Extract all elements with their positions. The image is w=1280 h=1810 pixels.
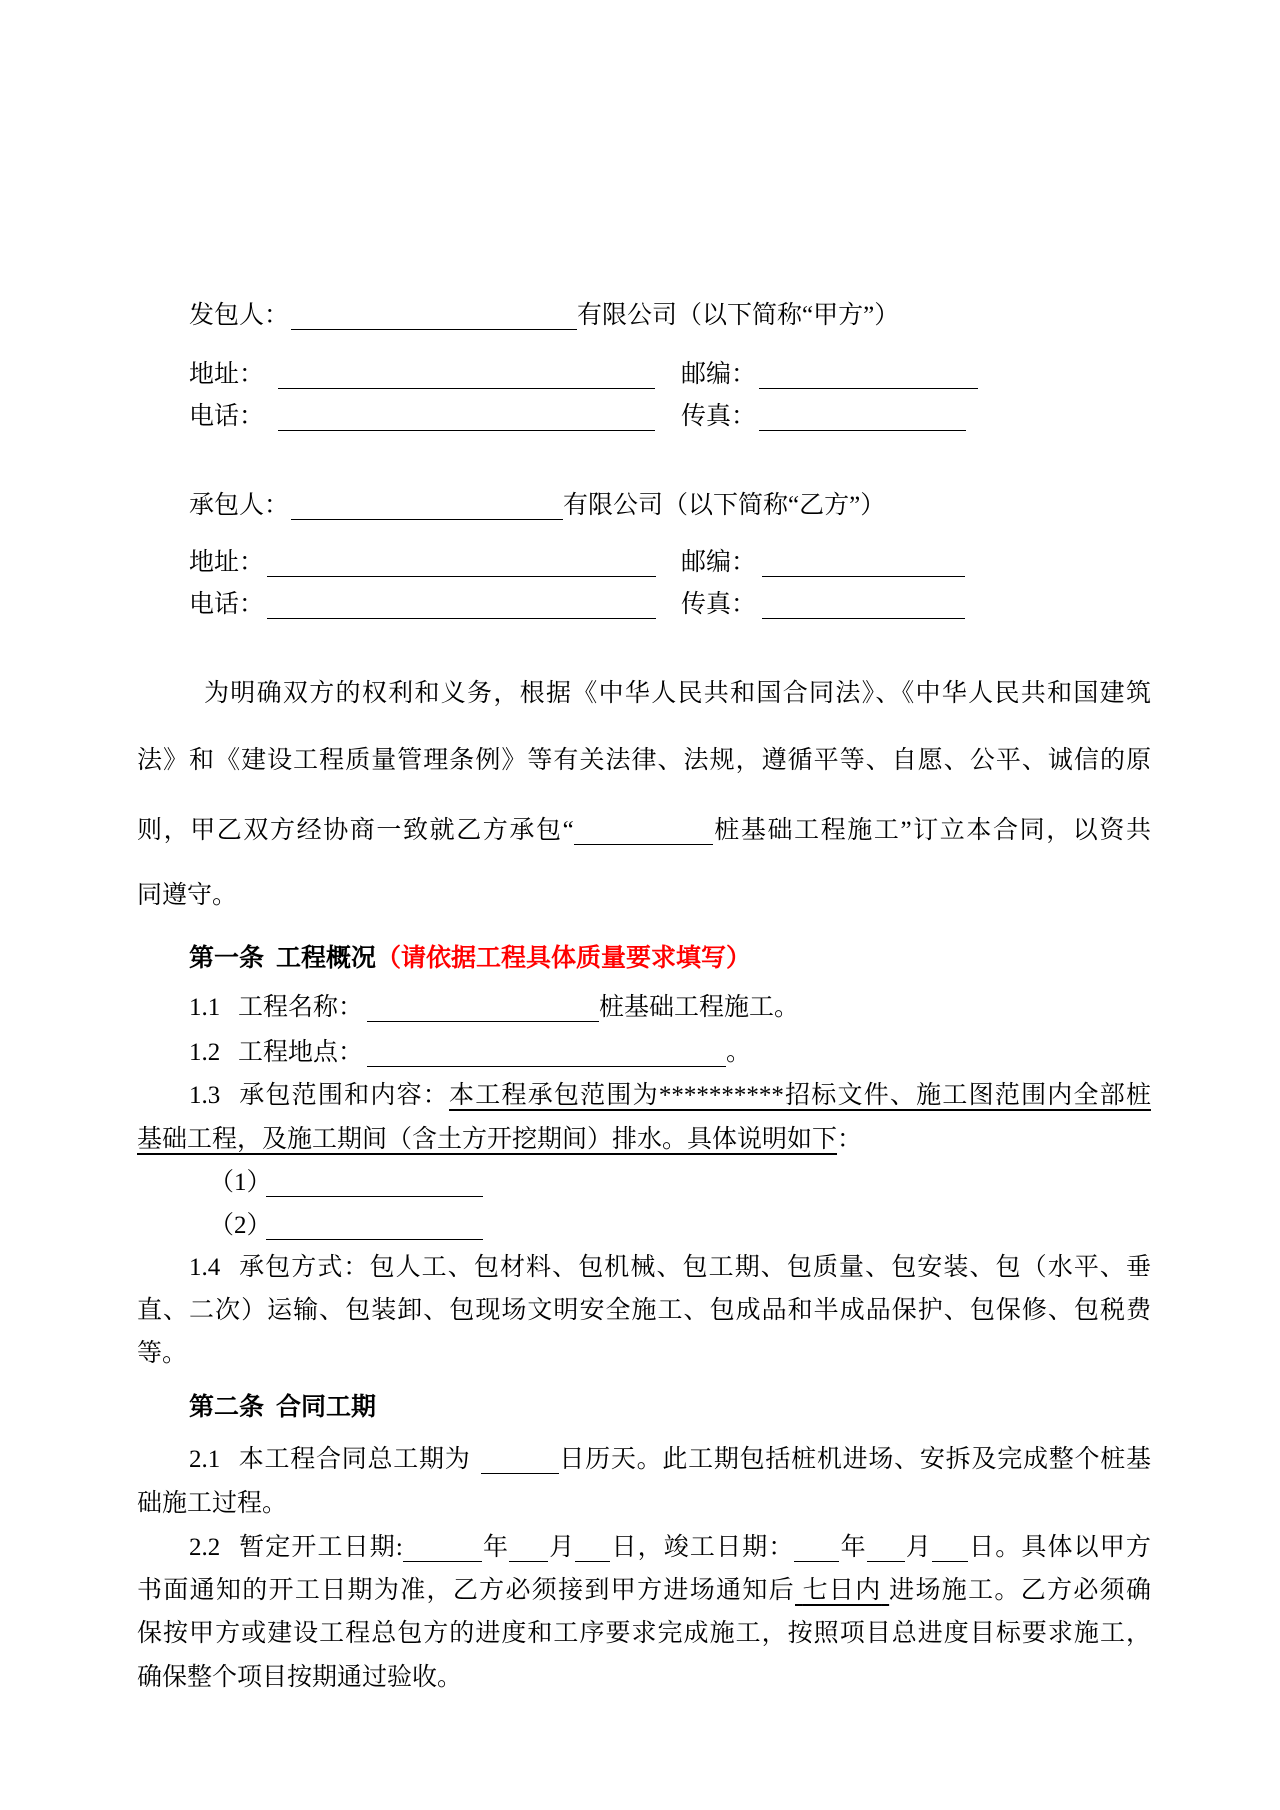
clause-1-1-label: 工程名称： (238, 994, 364, 1021)
sub-item-2-label: （2） (209, 1212, 272, 1239)
employer-fax-field (681, 400, 966, 434)
contractor-phone-label: 电话： (189, 591, 265, 618)
end-date-label: 日，竣工日期： (610, 1534, 795, 1561)
contractor-address-label: 地址： (189, 549, 265, 576)
employer-row (189, 299, 1151, 333)
start-date-label: 暂定开工日期: (238, 1534, 403, 1561)
clause-1-3-label: 承包范围和内容： (238, 1082, 450, 1109)
article-2-title: 合同工期 (276, 1394, 377, 1421)
clause-1-2 (189, 1036, 1151, 1070)
clause-2-1-line-1 (189, 1443, 1151, 1477)
contractor-name-blank (291, 502, 563, 520)
clause-1-2-label: 工程地点： (238, 1039, 364, 1066)
contractor-fax-field (681, 588, 965, 622)
preamble-line-1: 为明确双方的权利和义务，根据《中华人民共和国合同法》、《中华人民共和国建筑 (204, 680, 1151, 707)
contractor-suffix: 有限公司（以下简称“乙方”） (563, 492, 886, 519)
contractor-address-blank (267, 559, 656, 577)
employer-fax-label: 传真： (681, 403, 757, 430)
article-2-heading (189, 1391, 1151, 1425)
entry-deadline-underlined: 七日内 (802, 1577, 882, 1604)
contractor-label: 承包人： (189, 492, 290, 519)
start-year-unit: 年 (481, 1534, 510, 1561)
clause-1-3-number: 1.3 (189, 1082, 221, 1109)
employer-postcode-field (681, 358, 978, 392)
article-1-note: （请依据工程具体质量要求填写） (376, 945, 752, 972)
employer-label: 发包人： (189, 302, 290, 329)
preamble-line-3 (137, 814, 1151, 848)
clause-1-4-line-1 (189, 1251, 1151, 1285)
employer-phone-row (189, 400, 1151, 434)
employer-postcode-blank (759, 371, 978, 389)
employer-address-blank (278, 371, 655, 389)
employer-phone-blank (278, 413, 655, 431)
employer-postcode-label: 邮编： (681, 361, 757, 388)
preamble-line-4: 同遵守。 (137, 882, 238, 909)
contractor-phone-row (189, 588, 1151, 622)
contractor-phone-blank (267, 601, 656, 619)
start-month-unit: 月 (548, 1534, 576, 1561)
clause-1-4-line-3: 等。 (137, 1340, 188, 1367)
employer-address-label: 地址： (189, 361, 265, 388)
clause-2-2-number: 2.2 (189, 1534, 221, 1561)
project-name-blank (574, 827, 713, 845)
clause-2-2-line-2-before: 书面通知的开工日期为准，乙方必须接到甲方进场通知后 (137, 1577, 795, 1604)
clause-1-3-line-2 (137, 1123, 1151, 1157)
article-1-number: 第一条 (189, 945, 265, 972)
end-month-blank (867, 1544, 905, 1562)
total-duration-blank (481, 1456, 559, 1474)
clause-1-1-number: 1.1 (189, 994, 221, 1021)
clause-2-1-before: 本工程合同总工期为 (238, 1446, 471, 1473)
start-year-blank (403, 1544, 482, 1562)
end-day-blank (932, 1544, 968, 1562)
clause-1-2-after: 。 (726, 1039, 752, 1066)
employer-fax-blank (759, 413, 966, 431)
end-year-unit: 年 (839, 1534, 867, 1561)
clause-1-4-line-2: 直、二次）运输、包装卸、包现场文明安全施工、包成品和半成品保护、包保修、包税费 (137, 1297, 1151, 1324)
clause-1-1 (189, 991, 1151, 1025)
preamble-line-2: 法》和《建设工程质量管理条例》等有关法律、法规，遵循平等、自愿、公平、诚信的原 (137, 747, 1151, 774)
contractor-postcode-field (681, 546, 965, 580)
end-date-tail: 日。具体以甲方 (968, 1534, 1151, 1561)
contractor-row (189, 489, 1151, 523)
sub-item-2-blank (266, 1222, 483, 1240)
clause-2-2-line-4: 确保整个项目按期通过验收。 (137, 1664, 463, 1691)
contractor-address-row (189, 546, 1151, 580)
article-1-title: 工程概况 (276, 945, 377, 972)
employer-phone-label: 电话： (189, 403, 265, 430)
sub-item-1 (209, 1166, 609, 1200)
clause-2-2-line-3: 保按甲方或建设工程总包方的进度和工序要求完成施工，按照项目总进度目标要求施工， (137, 1620, 1151, 1647)
clause-1-1-after: 桩基础工程施工。 (599, 994, 800, 1021)
article-2-number: 第二条 (189, 1394, 265, 1421)
clause-1-3-line-end: ： (837, 1126, 863, 1153)
preamble-line-3-before: 则，甲乙双方经协商一致就乙方承包“ (137, 817, 574, 844)
employer-name-blank (291, 312, 577, 330)
clause-2-2-line-1 (189, 1531, 1151, 1565)
project-location-blank (367, 1049, 726, 1067)
contractor-fax-label: 传真： (681, 591, 757, 618)
employer-address-row (189, 358, 1151, 392)
contractor-postcode-label: 邮编： (681, 549, 757, 576)
clause-2-1-after: 日历天。此工期包括桩机进场、安拆及完成整个桩基 (558, 1446, 1151, 1473)
end-month-unit: 月 (904, 1534, 932, 1561)
sub-item-2 (209, 1209, 609, 1243)
clause-1-2-number: 1.2 (189, 1039, 221, 1066)
project-title-blank (367, 1004, 599, 1022)
preamble-line-3-after: 桩基础工程施工”订立本合同，以资共 (712, 817, 1151, 844)
clause-2-1-line-2: 础施工过程。 (137, 1490, 288, 1517)
sub-item-1-blank (266, 1179, 483, 1197)
clause-2-2-line-2-after: 进场施工。乙方必须确 (889, 1577, 1151, 1604)
start-month-blank (509, 1544, 548, 1562)
clause-2-2-line-2 (137, 1574, 1151, 1608)
start-day-blank (575, 1544, 610, 1562)
clause-1-3-line-1 (189, 1079, 1151, 1113)
contractor-postcode-blank (762, 559, 965, 577)
clause-1-3-underlined-text-2: 基础工程，及施工期间（含土方开挖期间）排水。具体说明如下 (137, 1126, 838, 1153)
clause-1-4-text-1: 承包方式：包人工、包材料、包机械、包工期、包质量、包安装、包（水平、垂 (238, 1254, 1151, 1281)
article-1-heading (189, 942, 1151, 976)
clause-1-4-number: 1.4 (189, 1254, 221, 1281)
contractor-fax-blank (762, 601, 965, 619)
end-year-blank (794, 1544, 839, 1562)
employer-suffix: 有限公司（以下简称“甲方”） (577, 302, 900, 329)
clause-2-1-number: 2.1 (189, 1446, 221, 1473)
sub-item-1-label: （1） (209, 1169, 272, 1196)
clause-1-3-underlined-text-1: 本工程承包范围为**********招标文件、施工图范围内全部桩 (449, 1082, 1151, 1109)
